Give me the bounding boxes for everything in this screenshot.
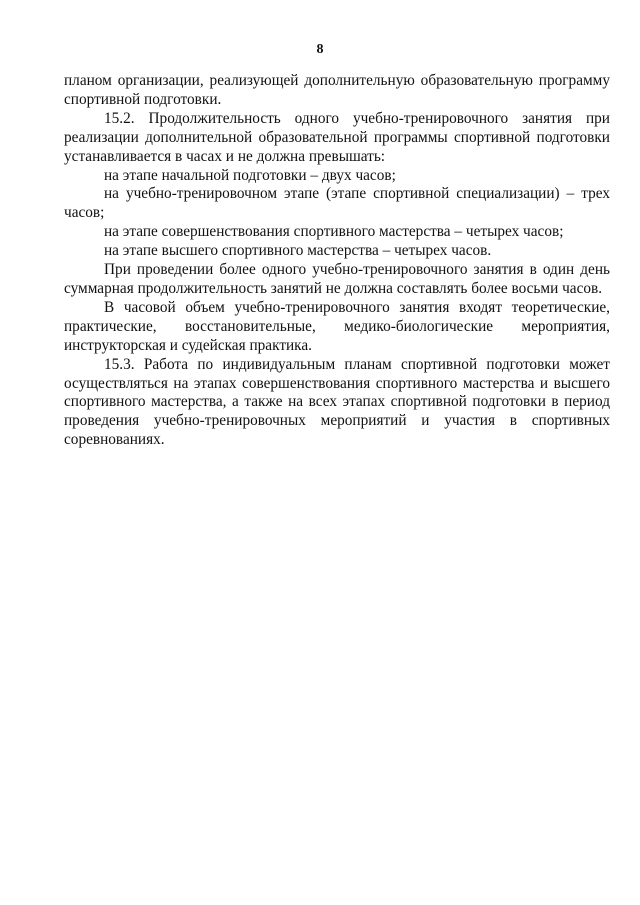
list-item-training-stage: на учебно-тренировочном этапе (этапе спортивной специализации) – трех часов; bbox=[64, 185, 610, 222]
list-item-initial-stage: на этапе начальной подготовки – двух часов; bbox=[104, 166, 396, 184]
paragraph-15-3: 15.3. Работа по индивидуальным планам спортивной подготовки может осуществляться на этапах совершенствования спортивного мастерства и высшего спортивного мастерства, а также на всех этапах спортивной подготовки в период проведения учебно-тренировочных мероприятий и участия в спортивных соревнованиях. bbox=[64, 355, 610, 449]
paragraph-multiple-sessions: При проведении более одного учебно-тренировочного занятия в один день суммарная продолжительность занятий не должна составлять более восьми часов. bbox=[64, 261, 610, 297]
list-item-highest-stage: на этапе высшего спортивного мастерства – четырех часов. bbox=[104, 242, 492, 260]
document-body bbox=[64, 72, 610, 450]
paragraph-session-content: В часовой объем учебно-тренировочного занятия входят теоретические, практические, восстановительные, медико-биологические мероприятия, инструкторская и судейская практика. bbox=[64, 298, 610, 354]
paragraph-continuation: планом организации, реализующей дополнительную образовательную программу спортивной подготовки. bbox=[64, 72, 610, 108]
page-number: 8 bbox=[316, 42, 324, 57]
paragraph-15-2: 15.2. Продолжительность одного учебно-тренировочного занятия при реализации дополнительной образовательной программы спортивной подготовки устанавливается в часах и не должна превышать: bbox=[64, 109, 610, 165]
list-item-improvement-stage: на этапе совершенствования спортивного мастерства – четырех часов; bbox=[104, 223, 564, 241]
